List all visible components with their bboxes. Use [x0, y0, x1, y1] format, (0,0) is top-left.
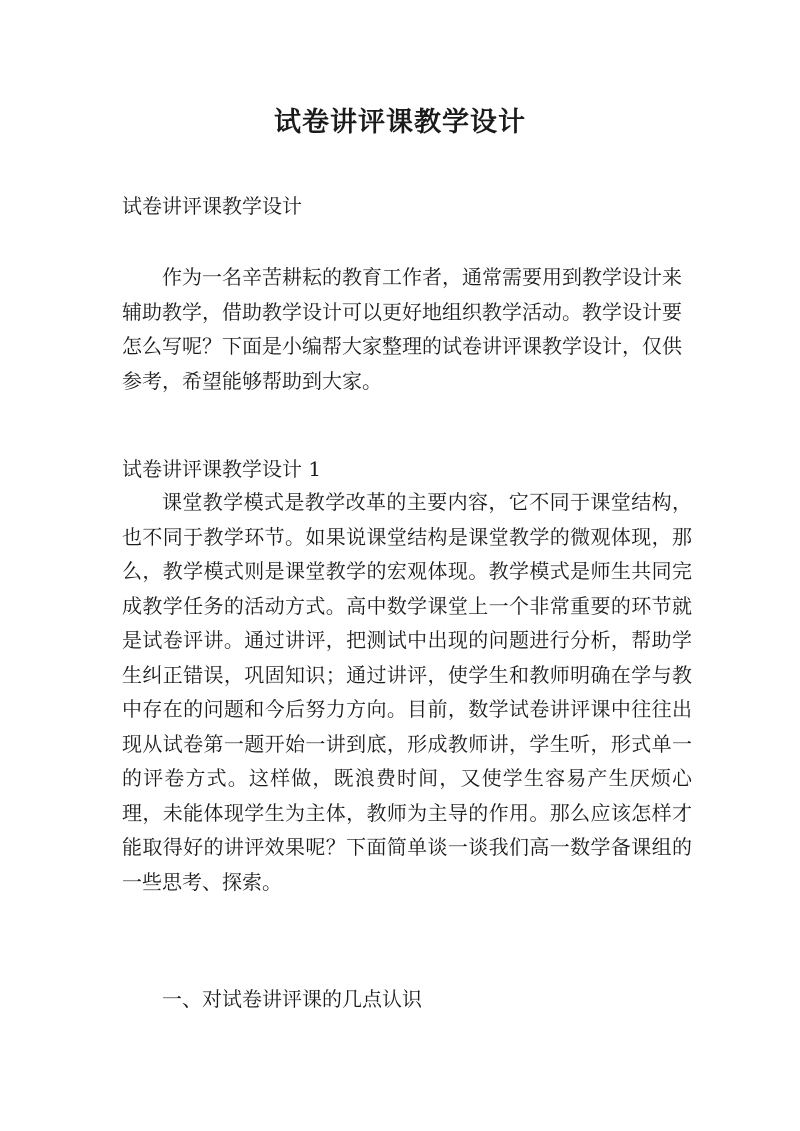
sub-heading: 一、对试卷讲评课的几点认识 [162, 987, 422, 1011]
page-title: 试卷讲评课教学设计 [274, 107, 526, 138]
document-subtitle: 试卷讲评课教学设计 [122, 194, 302, 218]
section-heading: 试卷讲评课教学设计 1 [122, 457, 322, 481]
intro-paragraph: 作为一名辛苦耕耘的教育工作者，通常需要用到教学设计来辅助教学，借助教学设计可以更好地组织教学活动。教学设计要怎么写呢？下面是小编帮大家整理的试卷讲评课教学设计，仅供参考，希望能够帮助到大家。 [122, 265, 682, 393]
body-paragraph: 课堂教学模式是教学改革的主要内容，它不同于课堂结构，也不同于教学环节。如果说课堂结构是课堂教学的微观体现，那么，教学模式则是课堂教学的宏观体现。教学模式是师生共同完成教学任务的活动方式。高中数学课堂上一个非常重要的环节就是试卷评讲。通过讲评，把测试中出现的问题进行分析，帮助学生纠正错误，巩固知识；通过讲评，使学生和教师明确在学与教中存在的问题和今后努力方向。目前，数学试卷讲评课中往往出现从试卷第一题开始一讲到底，形成教师讲，学生听，形式单一的评卷方式。这样做，既浪费时间，又使学生容易产生厌烦心理，未能体现学生为主体，教师为主导的作用。那么应该怎样才能取得好的讲评效果呢？下面简单谈一谈我们高一数学备课组的一些思考、探索。 [122, 490, 692, 894]
